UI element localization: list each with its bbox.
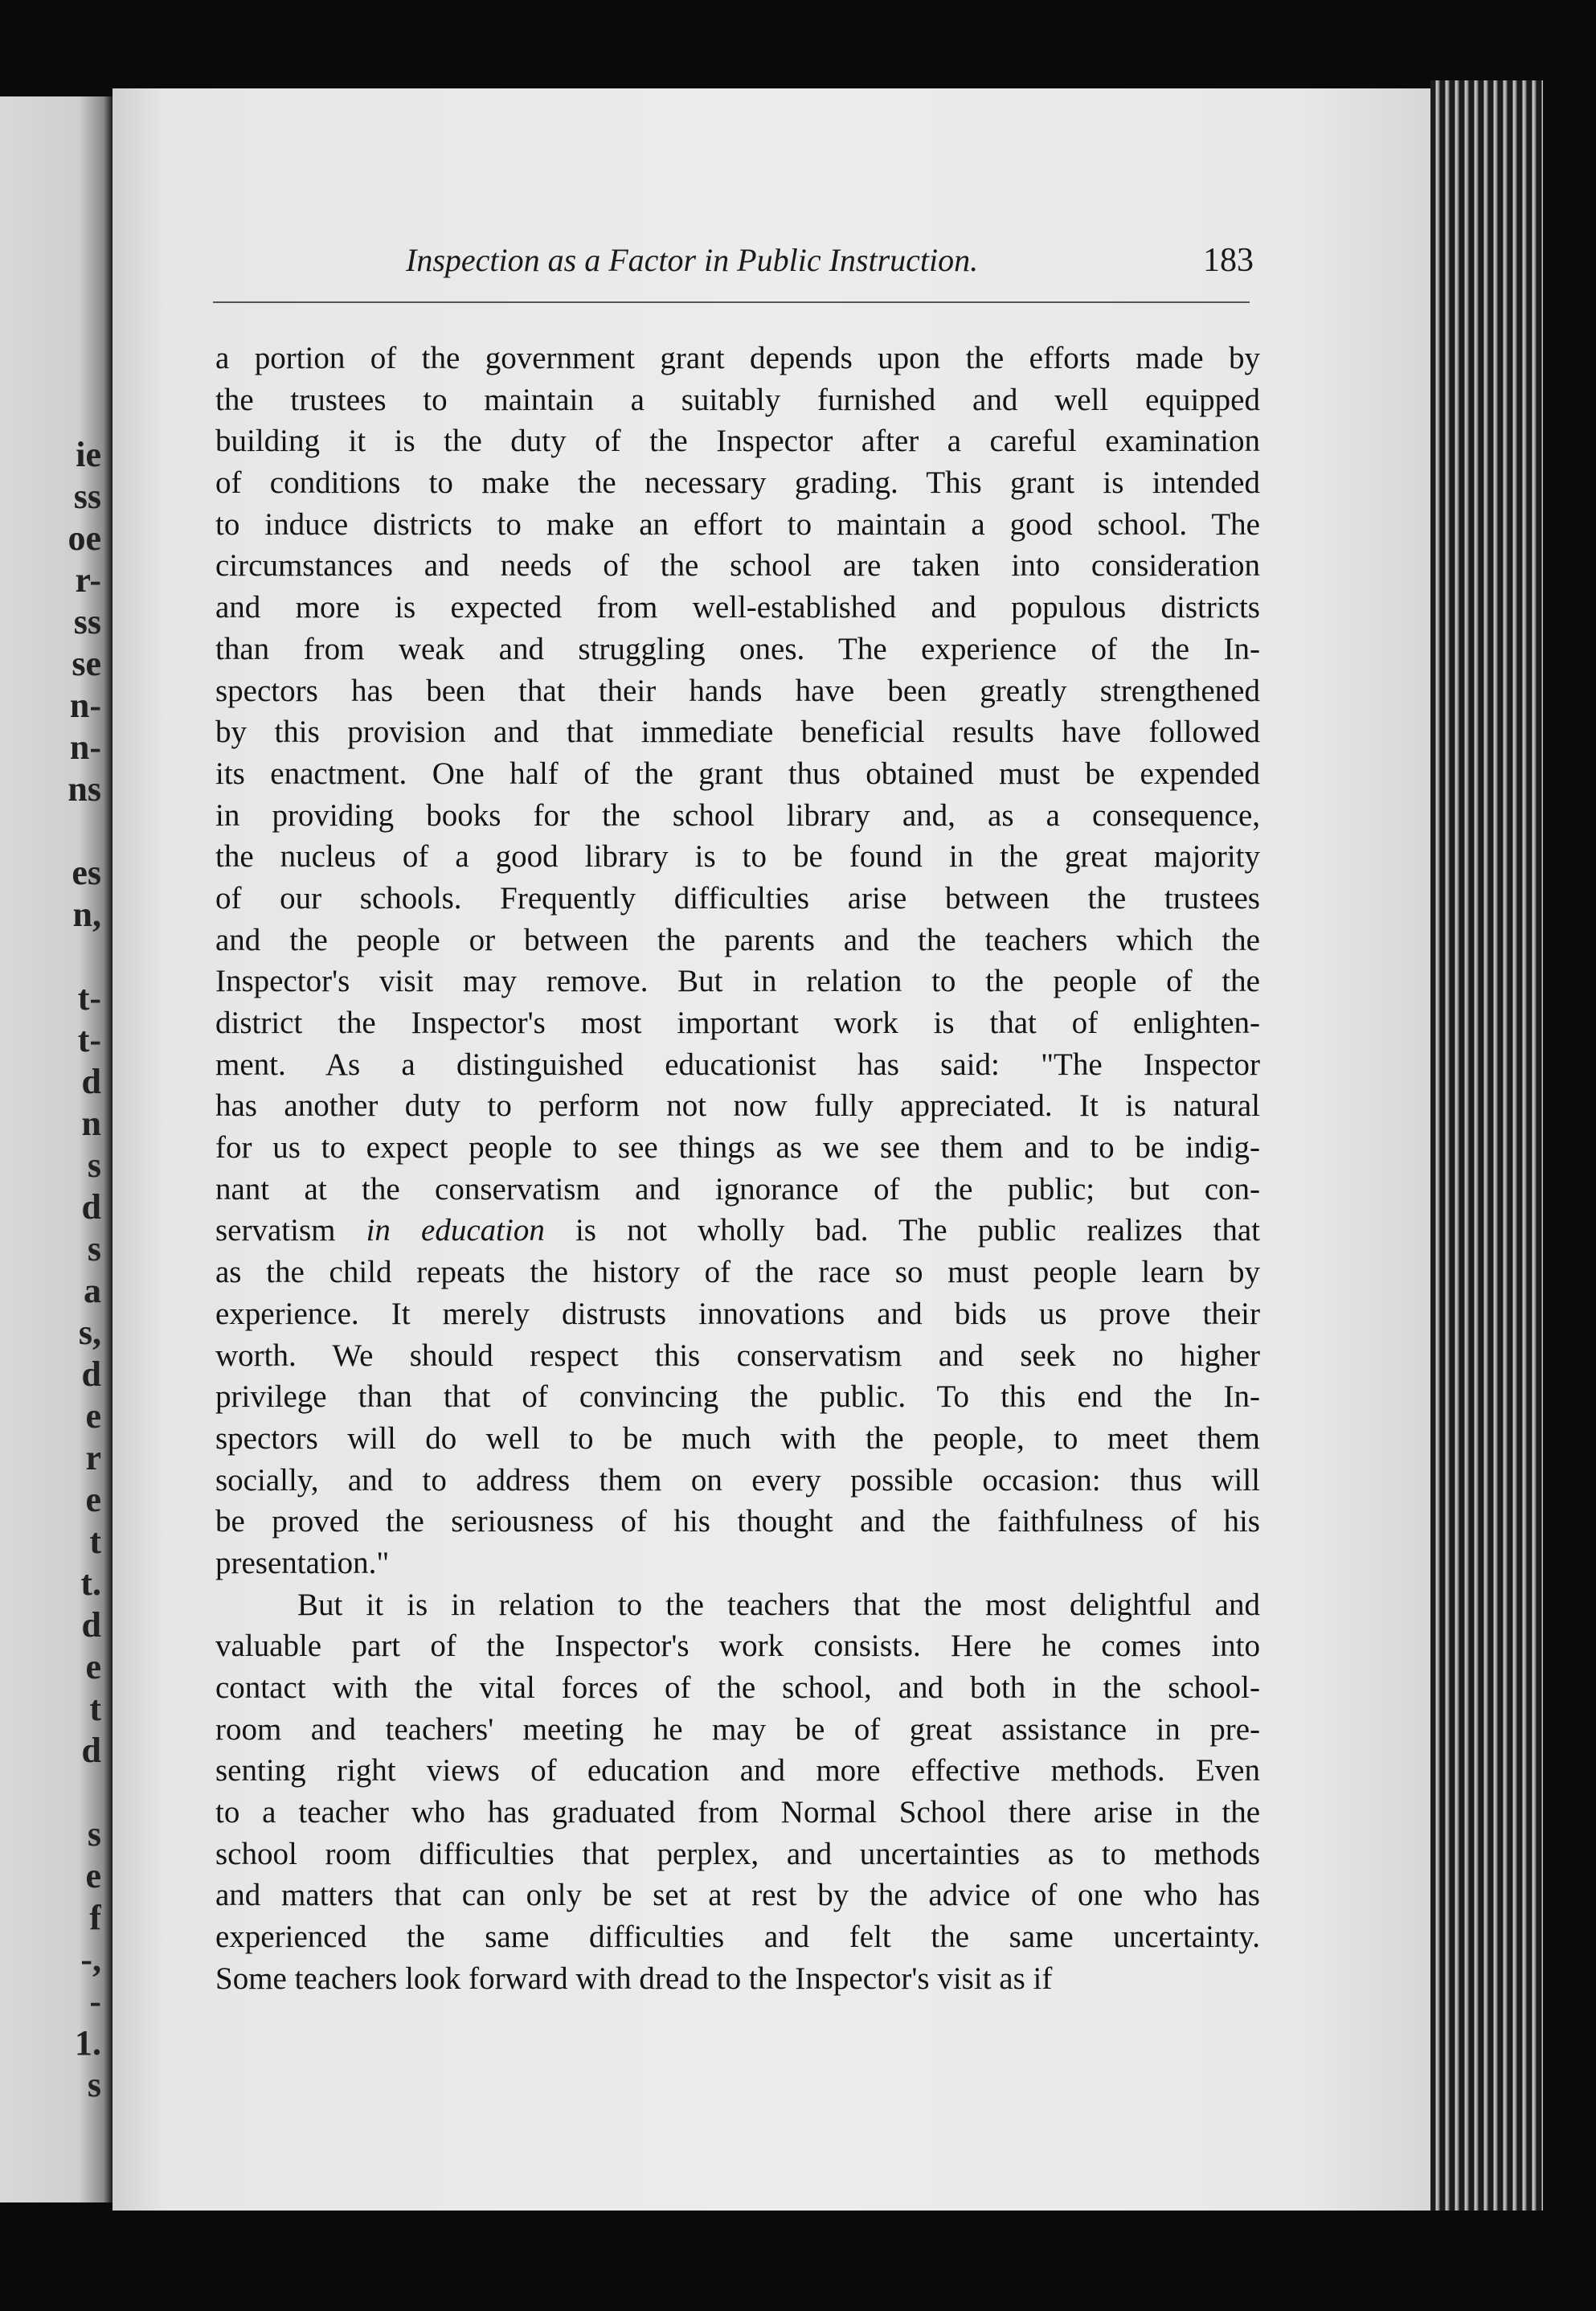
facing-page-fragment: se — [72, 644, 101, 683]
text-line: worth. We should respect this conservatism and seek no higher — [215, 1338, 1260, 1373]
facing-page-fragment: t. — [80, 1563, 101, 1603]
facing-page-fragment: n- — [69, 727, 101, 767]
text-line: presentation." — [215, 1545, 390, 1580]
text-line: the trustees to maintain a suitably furnished and well equipped — [215, 382, 1260, 417]
text-line: to induce districts to make an effort to maintain a good school. The — [215, 506, 1260, 542]
text-line: But it is in relation to the teachers that the most delightful and — [297, 1587, 1260, 1622]
text-line: in providing books for the school library and, as a consequence, — [215, 797, 1260, 833]
text-line: and the people or between the parents and the teachers which the — [215, 922, 1260, 957]
text-line: and more is expected from well-established and populous districts — [215, 590, 1260, 625]
facing-page-fragment: ie — [76, 435, 101, 474]
text-line: by this provision and that immediate beneficial results have followed — [215, 715, 1260, 750]
facing-page-fragment: r- — [75, 560, 101, 600]
facing-page-fragment: s — [87, 2065, 101, 2104]
text-line: experience. It merely distrusts innovations and bids us prove their — [215, 1296, 1260, 1331]
facing-page-fragment: s — [87, 1814, 101, 1854]
text-line: privilege than that of convincing the public. To this end the In- — [215, 1379, 1260, 1415]
facing-page-fragment: n- — [69, 686, 101, 725]
facing-page-fragment: ss — [73, 477, 101, 516]
page-number: 183 — [1203, 242, 1254, 279]
facing-page-fragment: r — [85, 1438, 101, 1477]
running-title: Inspection as a Factor in Public Instruction. — [406, 242, 979, 278]
text-line: experienced the same difficulties and felt the same uncertainty. — [215, 1920, 1260, 1955]
facing-page-fragment: ns — [68, 769, 101, 809]
facing-page-fragment — [37, 936, 101, 977]
facing-page-fragment: s — [87, 1145, 101, 1185]
facing-page-fragment: n — [81, 1104, 101, 1143]
text-line: circumstances and needs of the school are taken into consideration — [215, 548, 1260, 584]
text-line: room and teachers' meeting he may be of great assistance in pre- — [215, 1711, 1260, 1747]
facing-page-fragment: e — [85, 1480, 101, 1519]
text-line: nant at the conservatism and ignorance of the public; but con- — [215, 1171, 1260, 1207]
text-line: than from weak and struggling ones. The experience of the In- — [215, 631, 1260, 666]
text-line: of our schools. Frequently difficulties arise between the trustees — [215, 880, 1260, 916]
italic-phrase: in education — [366, 1213, 545, 1248]
text-line: Some teachers look forward with dread to the Inspector's visit as if — [215, 1961, 1053, 1996]
text-line: building it is the duty of the Inspector after a careful examination — [215, 424, 1260, 459]
facing-page-fragment: a — [84, 1271, 101, 1310]
text-line: of conditions to make the necessary grading. This grant is intended — [215, 465, 1260, 501]
text-line: and matters that can only be set at rest by the advice of one who has — [215, 1878, 1260, 1913]
facing-page-fragment: f — [89, 1898, 101, 1937]
facing-page-fragment: e — [85, 1647, 101, 1686]
text-line: as the child repeats the history of the race so must people learn by — [215, 1255, 1260, 1290]
facing-page-fragment — [37, 810, 101, 852]
text-line: has another duty to perform not now fully appreciated. It is natural — [215, 1088, 1260, 1124]
header-rule — [213, 301, 1250, 303]
facing-page-fragment: t- — [77, 1020, 101, 1059]
text-line: the nucleus of a good library is to be found in the great majority — [215, 839, 1260, 875]
facing-page-fragment: t — [89, 1689, 101, 1728]
text-line: a portion of the government grant depends upon the efforts made by — [215, 341, 1260, 375]
facing-page-fragment: d — [81, 1187, 101, 1227]
text-line: be proved the seriousness of his thought and the faithfulness of his — [215, 1504, 1260, 1539]
facing-page-fragment: e — [85, 1396, 101, 1436]
facing-page-fragment: 1. — [75, 2023, 101, 2063]
facing-page-fragment: d — [81, 1354, 101, 1394]
text-line: for us to expect people to see things as we see them and to be indig- — [215, 1130, 1260, 1166]
page-stack-edges — [1430, 80, 1543, 2211]
text-line: servatism in education is not wholly bad. The public realizes that — [215, 1213, 1260, 1248]
page-header — [406, 241, 1254, 289]
facing-page-fragment: d — [81, 1605, 101, 1645]
facing-page-fragment: t — [89, 1522, 101, 1561]
text-line: contact with the vital forces of the school, and both in the school- — [215, 1670, 1260, 1705]
facing-page-fragment: d — [81, 1062, 101, 1101]
text-line: school room difficulties that perplex, and uncertainties as to methods — [215, 1836, 1260, 1871]
text-line: Inspector's visit may remove. But in relation to the people of the — [215, 964, 1260, 999]
facing-page-fragment: es — [72, 853, 101, 892]
facing-page-fragment: -, — [80, 1940, 101, 1979]
text-line: ment. As a distinguished educationist has said: "The Inspector — [215, 1047, 1260, 1082]
text-line: socially, and to address them on every possible occasion: thus will — [215, 1462, 1260, 1498]
facing-page-fragment: d — [81, 1731, 101, 1770]
facing-page-text-fragments — [37, 434, 101, 2106]
text-line: to a teacher who has graduated from Normal School there arise in the — [215, 1795, 1260, 1830]
text-line: senting right views of education and more effective methods. Even — [215, 1753, 1260, 1789]
text-line: spectors has been that their hands have been greatly strengthened — [215, 673, 1260, 708]
facing-page-edge — [0, 96, 113, 2202]
facing-page-fragment: ss — [73, 602, 101, 641]
text-line: spectors will do well to be much with the people, to meet them — [215, 1420, 1260, 1456]
facing-page-fragment — [37, 1772, 101, 1813]
text-line: valuable part of the Inspector's work consists. Here he comes into — [215, 1629, 1260, 1664]
facing-page-fragment: oe — [68, 518, 101, 558]
text-line: its enactment. One half of the grant thus obtained must be expended — [215, 756, 1260, 791]
facing-page-fragment: - — [89, 1981, 101, 2021]
facing-page-fragment: e — [85, 1856, 101, 1895]
text-line: district the Inspector's most important work is that of enlighten- — [215, 1006, 1260, 1040]
facing-page-fragment: s, — [78, 1313, 101, 1352]
facing-page-fragment: t- — [77, 978, 101, 1018]
body-text — [215, 338, 1260, 2000]
facing-page-fragment: s — [87, 1229, 101, 1268]
facing-page-fragment: n, — [72, 895, 101, 934]
